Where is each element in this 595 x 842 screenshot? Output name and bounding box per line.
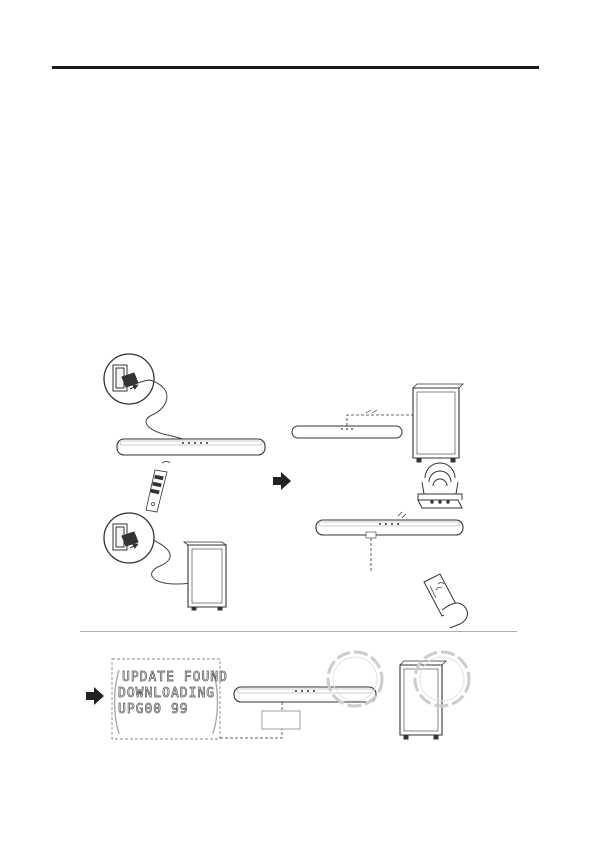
display-panel <box>112 659 228 739</box>
display-line-2: DOWNLOADING <box>118 686 216 701</box>
soundbar-4 <box>234 687 376 729</box>
display-line-3: UPG00 99 <box>118 702 189 717</box>
right-arrow-icon-2 <box>86 687 104 705</box>
display-line-1: UPDATE FOUND <box>122 670 228 685</box>
